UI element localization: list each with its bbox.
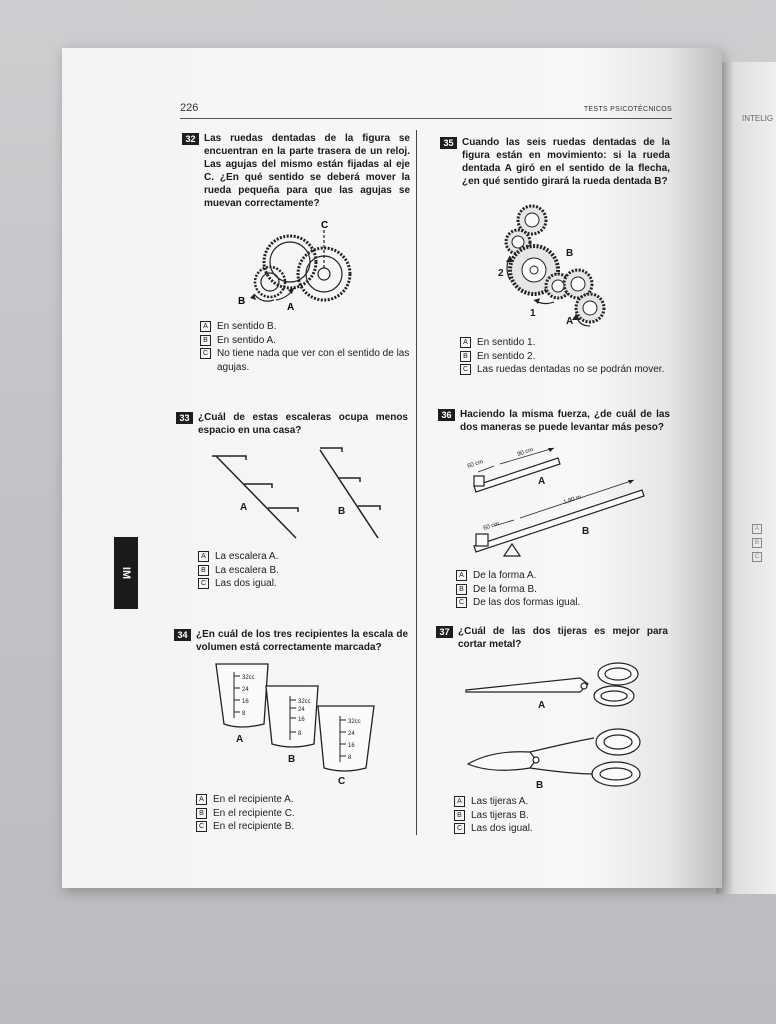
six-gears-figure (494, 202, 624, 332)
question-text: Haciendo la misma fuerza, ¿de cuál de las dos maneras se puede levantar más peso? (460, 409, 670, 433)
lever-figure (464, 446, 660, 562)
column-divider (416, 130, 417, 835)
answer-option[interactable]: A En el recipiente A. (196, 793, 408, 807)
answer-option[interactable]: C No tiene nada que ver con el sentido de las agujas. (200, 347, 412, 374)
page-number: 226 (180, 102, 199, 114)
answer-option[interactable]: A De la forma A. (456, 569, 666, 583)
answer-option[interactable]: B En sentido A. (200, 334, 412, 348)
option-box[interactable]: C (460, 364, 471, 375)
question-number: 33 (176, 412, 193, 424)
measurement-label: 90 cm (516, 447, 535, 458)
answer-option[interactable]: A Las tijeras A. (454, 795, 664, 809)
figure-label: B (288, 754, 296, 765)
facing-page-option-box: B (752, 538, 762, 548)
figure-label: B (536, 780, 544, 791)
figure-label: B (566, 248, 574, 259)
option-box[interactable]: A (454, 796, 465, 807)
option-box[interactable]: A (200, 321, 211, 332)
option-box[interactable]: C (198, 578, 209, 589)
option-box[interactable]: B (200, 335, 211, 346)
figure-label: C (321, 220, 329, 231)
option-box[interactable]: C (196, 821, 207, 832)
scissors-figure (462, 656, 648, 790)
option-box[interactable]: A (456, 570, 467, 581)
scale-mark: 32cc (298, 699, 311, 705)
answer-option[interactable]: C Las dos igual. (198, 577, 410, 591)
answer-option[interactable]: B Las tijeras B. (454, 809, 664, 823)
answer-options (198, 550, 410, 591)
question-text: Las ruedas dentadas de la figura se encuentran en la parte trasera de un reloj. Las agujas del mismo están fijadas al eje C. ¿En qué sentido se deberá mover la rueda pequeña para que las agujas se muevan correctamente? (204, 133, 410, 209)
question-number: 32 (182, 133, 199, 145)
page-header (180, 100, 672, 119)
answer-option[interactable]: C Las dos igual. (454, 822, 664, 836)
scale-mark: 32cc (242, 675, 255, 681)
figure-label: B (238, 296, 246, 307)
question-number: 37 (436, 626, 453, 638)
scale-mark: 16 (348, 743, 355, 749)
answer-option[interactable]: B La escalera B. (198, 564, 410, 578)
scale-mark: 8 (348, 755, 352, 761)
figure-label: A (538, 700, 546, 711)
question-number: 35 (440, 137, 457, 149)
question-text: ¿Cuál de estas escaleras ocupa menos espacio en una casa? (198, 412, 408, 436)
scale-mark: 16 (242, 699, 249, 705)
facing-page-option-box: A (752, 524, 762, 534)
figure-label: B (582, 526, 590, 537)
option-box[interactable]: A (460, 337, 471, 348)
measurement-label: 60 cm (466, 459, 485, 470)
option-box[interactable]: B (454, 810, 465, 821)
facing-page (716, 62, 776, 894)
figure-label: A (538, 476, 546, 487)
figure-label: C (338, 776, 346, 787)
question-number: 36 (438, 409, 455, 421)
gears-clock-figure (232, 220, 362, 312)
answer-option[interactable]: B De la forma B. (456, 583, 666, 597)
option-box[interactable]: A (196, 794, 207, 805)
measurement-label: 1,80 m (562, 494, 583, 506)
measuring-cups-figure (210, 658, 380, 788)
answer-options (454, 795, 664, 836)
answer-options (200, 320, 412, 374)
option-box[interactable]: A (198, 551, 209, 562)
figure-label: A (240, 502, 248, 513)
answer-option[interactable]: A En sentido B. (200, 320, 412, 334)
question-text: ¿Cuál de las dos tijeras es mejor para cortar metal? (458, 626, 668, 650)
facing-page-option-box: C (752, 552, 762, 562)
figure-label: 2 (498, 268, 504, 279)
answer-option[interactable]: A La escalera A. (198, 550, 410, 564)
option-box[interactable]: B (196, 808, 207, 819)
option-box[interactable]: C (200, 348, 211, 359)
answer-options (456, 569, 666, 610)
option-box[interactable]: B (198, 565, 209, 576)
option-box[interactable]: B (460, 351, 471, 362)
answer-option[interactable]: C De las dos formas igual. (456, 596, 666, 610)
figure-label: A (236, 734, 244, 745)
scale-mark: 24 (298, 707, 305, 713)
answer-option[interactable]: C Las ruedas dentadas no se podrán mover. (460, 363, 666, 377)
figure-label: 1 (530, 308, 536, 319)
answer-options (196, 793, 408, 834)
scale-mark: 24 (348, 731, 355, 737)
figure-label: B (338, 506, 346, 517)
answer-option[interactable]: C En el recipiente B. (196, 820, 408, 834)
scale-mark: 16 (298, 717, 305, 723)
answer-option[interactable]: B En el recipiente C. (196, 807, 408, 821)
staircases-figure (208, 444, 388, 544)
facing-page-header: INTELIG (742, 114, 774, 123)
answer-option[interactable]: B En sentido 2. (460, 350, 666, 364)
scale-mark: 8 (242, 711, 246, 717)
option-box[interactable]: B (456, 584, 467, 595)
running-title: TESTS PSICOTÉCNICOS (583, 106, 672, 113)
question-text: Cuando las seis ruedas dentadas de la figura están en movimiento: si la rueda dentada A giró en el sentido de la flecha, ¿en qué sentido girará la rueda dentada B? (462, 137, 670, 187)
figure-label: A (566, 316, 574, 327)
option-box[interactable]: C (454, 823, 465, 834)
option-box[interactable]: C (456, 597, 467, 608)
section-tab: IM (114, 537, 138, 609)
question-text: ¿En cuál de los tres recipientes la escala de volumen está correctamente marcada? (196, 629, 408, 653)
answer-option[interactable]: A En sentido 1. (460, 336, 666, 350)
answer-options (460, 336, 666, 377)
question-number: 34 (174, 629, 191, 641)
scale-mark: 32cc (348, 719, 361, 725)
scale-mark: 8 (298, 731, 302, 737)
scale-mark: 24 (242, 687, 249, 693)
measurement-label: 60 cm (482, 521, 501, 532)
figure-label: A (287, 302, 295, 313)
